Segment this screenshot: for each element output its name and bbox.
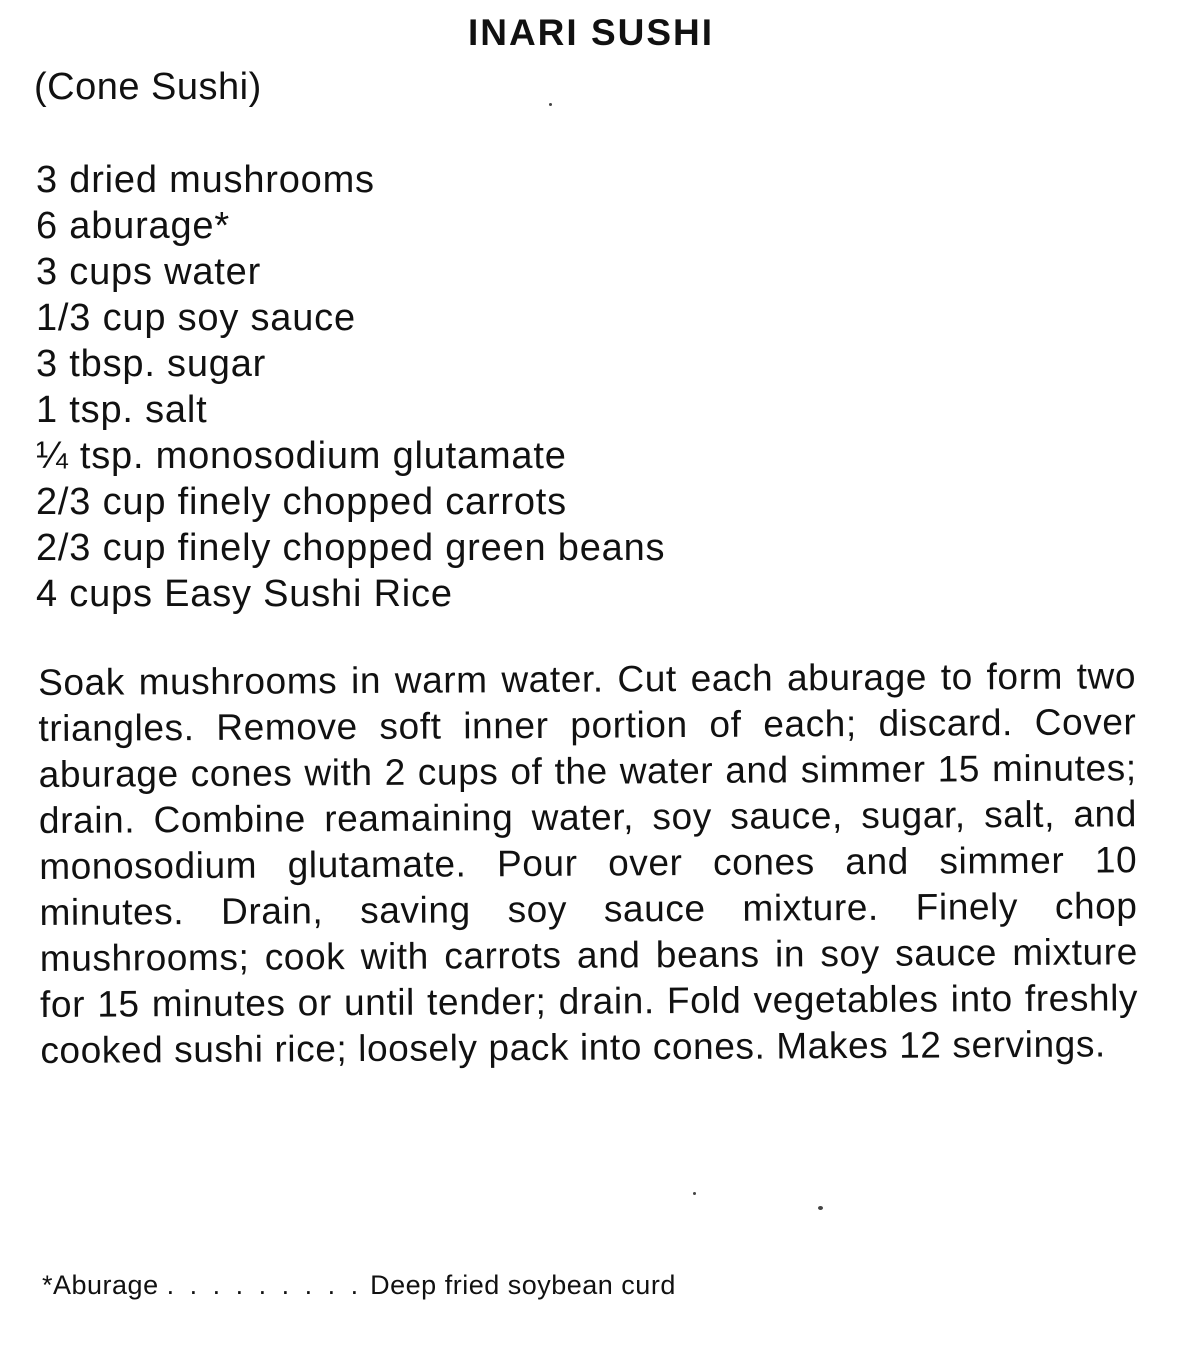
ingredient-item: 1/3 cup soy sauce <box>36 297 356 339</box>
ingredient-item: 1 tsp. salt <box>36 389 208 431</box>
scan-speck <box>549 103 552 106</box>
recipe-instructions: Soak mushrooms in warm water. Cut each aburage to form two triangles. Remove soft inner portion of each; discard. Cover aburage cones with 2 cups of the water and simmer 15 minutes; drain. Combine reamaining water, soy sauce, sugar, salt, and monosodium glutamate. Pour over cones and simmer 10 minutes. Drain, saving soy sauce mixture. Finely chop mushrooms; cook with carrots and beans in soy sauce mixture for 15 minutes or until tender; drain. Fold vegetables into freshly cooked sushi rice; loosely pack into cones. Makes 12 servings. <box>38 655 1139 1071</box>
footnote <box>42 1270 676 1301</box>
scan-speck <box>818 1206 823 1210</box>
ingredient-item: 3 cups water <box>36 251 262 293</box>
ingredient-item: 6 aburage* <box>36 205 230 247</box>
ingredient-item: 4 cups Easy Sushi Rice <box>36 573 453 615</box>
recipe-subtitle: (Cone Sushi) <box>34 66 262 108</box>
footnote-term: *Aburage <box>42 1270 159 1300</box>
scan-speck <box>693 1192 696 1195</box>
ingredient-item: 3 dried mushrooms <box>36 159 375 201</box>
ingredient-item: 2/3 cup finely chopped carrots <box>36 481 567 523</box>
recipe-title: INARI SUSHI <box>467 12 715 53</box>
ingredient-list <box>36 157 665 617</box>
footnote-definition: Deep fried soybean curd <box>370 1270 676 1300</box>
footnote-leader-dots: . . . . . . . . . <box>166 1270 363 1300</box>
ingredient-item: ¼ tsp. monosodium glutamate <box>36 435 567 477</box>
ingredient-item: 2/3 cup finely chopped green beans <box>36 527 666 569</box>
ingredient-item: 3 tbsp. sugar <box>36 343 267 385</box>
